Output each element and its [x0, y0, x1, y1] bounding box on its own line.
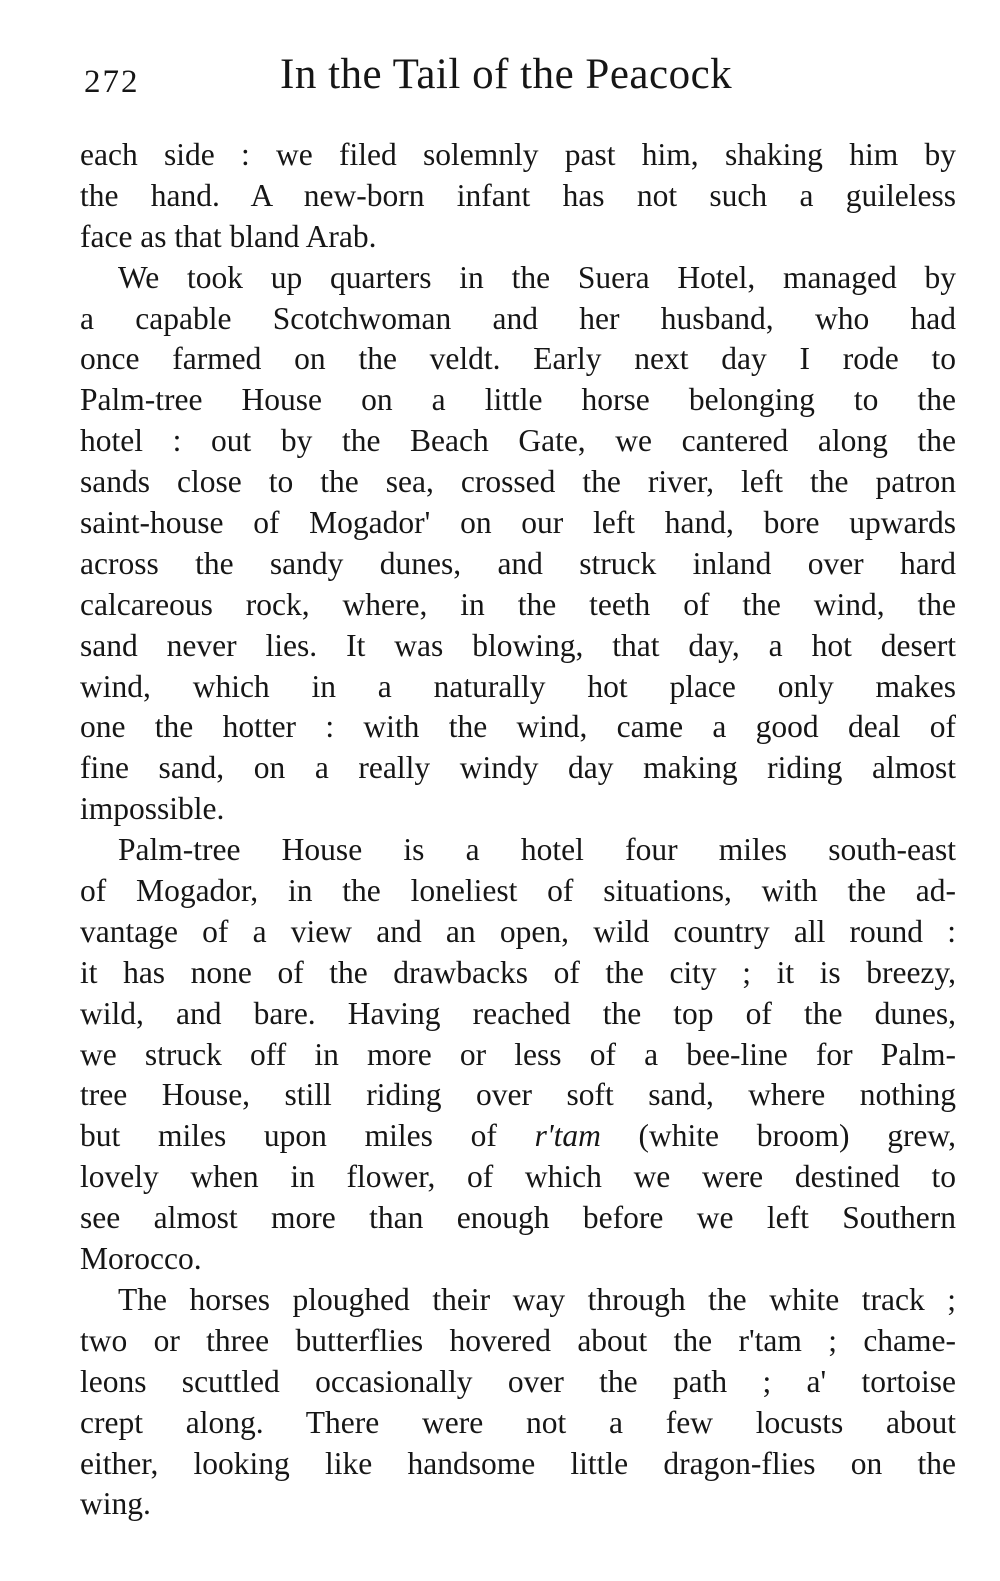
text-line: sands close to the sea, crossed the river, left the patron: [80, 464, 956, 500]
text-line: fine sand, on a really windy day making riding almost: [80, 750, 956, 786]
text-line: the hand. A new-born infant has not such a guileless: [80, 177, 956, 213]
text-line: we struck off in more or less of a bee-line for Palm-: [80, 1036, 956, 1072]
text-line: lovely when in flower, of which we were destined to: [80, 1159, 956, 1195]
body-text: [80, 135, 956, 1525]
text-segment: but miles upon miles of: [80, 1118, 535, 1154]
text-line: see almost more than enough before we left Southern: [80, 1200, 956, 1236]
text-line: calcareous rock, where, in the teeth of the wind, the: [80, 586, 956, 622]
text-line: face as that bland Arab.: [80, 218, 377, 254]
text-line: hotel : out by the Beach Gate, we cantered along the: [80, 423, 956, 459]
text-line: wind, which in a naturally hot place only makes: [80, 668, 956, 704]
text-line: tree House, still riding over soft sand, where nothing: [80, 1077, 956, 1113]
text-line: of Mogador, in the loneliest of situations, with the ad-: [80, 873, 956, 909]
text-line: once farmed on the veldt. Early next day I rode to: [80, 341, 956, 377]
text-line: crept along. There were not a few locusts about: [80, 1404, 956, 1440]
text-line: it has none of the drawbacks of the city ; it is breezy,: [80, 954, 956, 990]
text-line: impossible.: [80, 791, 225, 827]
paragraph: [80, 830, 956, 1280]
text-line: each side : we filed solemnly past him, shaking him by: [80, 137, 956, 172]
paragraph: [80, 258, 956, 830]
text-line: Morocco.: [80, 1241, 202, 1277]
paragraph: [80, 135, 956, 258]
page-number: 272: [84, 64, 140, 100]
text-line: across the sandy dunes, and struck inland over hard: [80, 545, 956, 581]
text-line: two or three butterflies hovered about the r'tam ; chame-: [80, 1322, 956, 1358]
text-line: a capable Scotchwoman and her husband, who had: [80, 300, 956, 336]
text-segment: (white broom) grew,: [600, 1118, 956, 1154]
text-line: wing.: [80, 1486, 151, 1522]
text-line: vantage of a view and an open, wild country all round :: [80, 913, 956, 949]
paragraph: [80, 1280, 956, 1525]
italic-term: r'tam: [534, 1118, 601, 1154]
text-line: leons scuttled occasionally over the path ; a' tortoise: [80, 1363, 956, 1399]
text-line: The horses ploughed their way through the white track ;: [118, 1281, 956, 1317]
text-line: Palm-tree House on a little horse belonging to the: [80, 382, 956, 418]
text-line: We took up quarters in the Suera Hotel, managed by: [118, 259, 956, 295]
text-line: sand never lies. It was blowing, that day, a hot desert: [80, 627, 956, 663]
text-line: saint-house of Mogador' on our left hand, bore upwards: [80, 505, 956, 541]
page-header: [84, 50, 956, 110]
text-line: wild, and bare. Having reached the top of the dunes,: [80, 995, 956, 1031]
text-line: either, looking like handsome little dragon-flies on the: [80, 1445, 956, 1481]
text-line: [80, 1116, 956, 1157]
running-title: In the Tail of the Peacock: [280, 51, 733, 98]
text-line: Palm-tree House is a hotel four miles south-east: [118, 832, 956, 868]
text-line: one the hotter : with the wind, came a good deal of: [80, 709, 956, 745]
